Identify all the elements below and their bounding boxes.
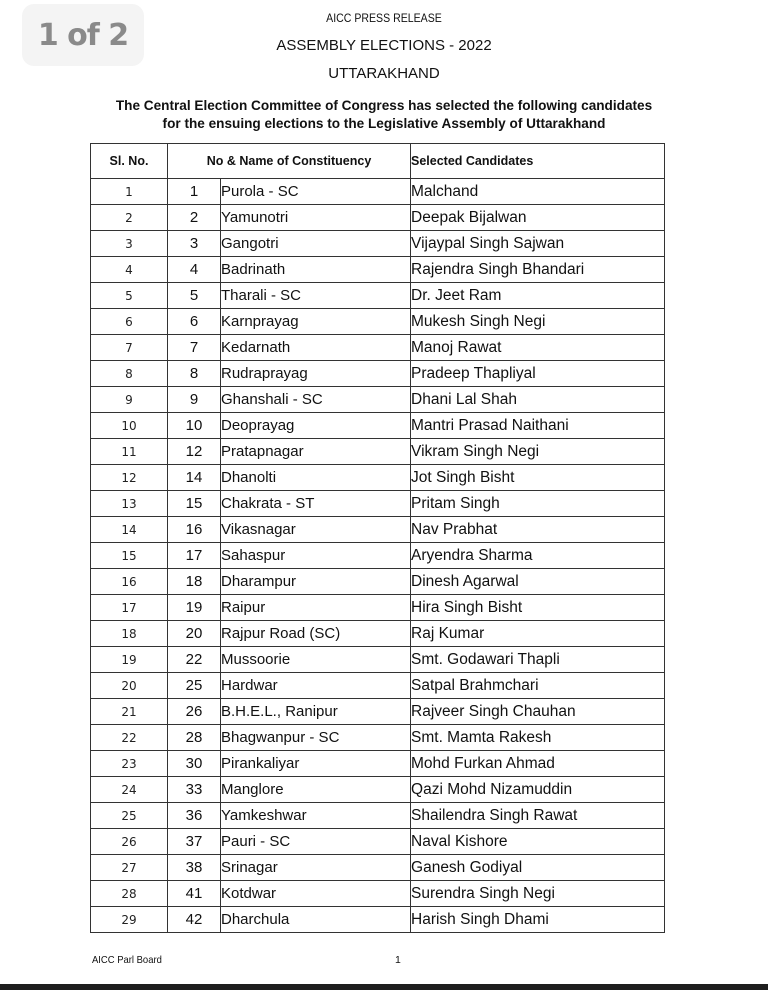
constituency-no-cell: 28 [168,725,221,751]
constituency-name-cell: Mussoorie [221,647,411,673]
sl-no-cell: 18 [91,621,168,647]
candidate-name-cell: Naval Kishore [411,829,665,855]
sl-no-cell: 24 [91,777,168,803]
constituency-no-cell: 7 [168,335,221,361]
constituency-name-cell: Yamkeshwar [221,803,411,829]
candidate-name-cell: Surendra Singh Negi [411,881,665,907]
constituency-name-cell: Dharampur [221,569,411,595]
sl-no-cell: 14 [91,517,168,543]
sl-no-cell: 6 [91,309,168,335]
constituency-name-cell: Sahaspur [221,543,411,569]
constituency-name-cell: B.H.E.L., Ranipur [221,699,411,725]
sl-no-cell: 8 [91,361,168,387]
constituency-name-cell: Ghanshali - SC [221,387,411,413]
constituency-no-cell: 22 [168,647,221,673]
constituency-no-cell: 5 [168,283,221,309]
candidate-name-cell: Rajveer Singh Chauhan [411,699,665,725]
sl-no-cell: 12 [91,465,168,491]
sl-no-cell: 16 [91,569,168,595]
table-row [91,673,665,699]
candidate-name-cell: Nav Prabhat [411,517,665,543]
sl-no-cell: 4 [91,257,168,283]
state-heading: UTTARAKHAND [328,65,440,82]
constituency-name-cell: Hardwar [221,673,411,699]
constituency-name-cell: Badrinath [221,257,411,283]
constituency-no-cell: 20 [168,621,221,647]
intro-line-1: The Central Election Committee of Congress has selected the following candidates [115,98,653,113]
candidate-name-cell: Jot Singh Bisht [411,465,665,491]
table-body [91,179,665,933]
candidate-name-cell: Shailendra Singh Rawat [411,803,665,829]
table-row [91,829,665,855]
constituency-no-cell: 37 [168,829,221,855]
constituency-no-cell: 41 [168,881,221,907]
candidate-name-cell: Malchand [411,179,665,205]
sl-no-cell: 5 [91,283,168,309]
sl-no-cell: 2 [91,205,168,231]
table-row [91,465,665,491]
candidate-name-cell: Hira Singh Bisht [411,595,665,621]
sl-no-cell: 22 [91,725,168,751]
header-constituency: No & Name of Constituency [168,144,411,179]
constituency-no-cell: 16 [168,517,221,543]
constituency-no-cell: 15 [168,491,221,517]
constituency-name-cell: Pirankaliyar [221,751,411,777]
constituency-no-cell: 3 [168,231,221,257]
candidate-name-cell: Dr. Jeet Ram [411,283,665,309]
candidate-name-cell: Vijaypal Singh Sajwan [411,231,665,257]
footer-board-label: AICC Parl Board [92,954,162,966]
sl-no-cell: 19 [91,647,168,673]
constituency-name-cell: Dharchula [221,907,411,933]
constituency-no-cell: 12 [168,439,221,465]
sl-no-cell: 3 [91,231,168,257]
constituency-name-cell: Vikasnagar [221,517,411,543]
table-row [91,387,665,413]
constituency-name-cell: Rajpur Road (SC) [221,621,411,647]
constituency-no-cell: 33 [168,777,221,803]
sl-no-cell: 15 [91,543,168,569]
viewer-bottom-bar [0,984,768,990]
intro-line-2: for the ensuing elections to the Legislative Assembly of Uttarakhand [162,116,606,131]
sl-no-cell: 26 [91,829,168,855]
sl-no-cell: 21 [91,699,168,725]
candidate-name-cell: Vikram Singh Negi [411,439,665,465]
candidate-name-cell: Mohd Furkan Ahmad [411,751,665,777]
table-row [91,205,665,231]
candidate-name-cell: Raj Kumar [411,621,665,647]
press-release-label: AICC PRESS RELEASE [326,11,442,25]
constituency-name-cell: Bhagwanpur - SC [221,725,411,751]
constituency-name-cell: Kedarnath [221,335,411,361]
table-row [91,309,665,335]
table-row [91,725,665,751]
table-row [91,543,665,569]
table-row [91,621,665,647]
constituency-name-cell: Srinagar [221,855,411,881]
sl-no-cell: 29 [91,907,168,933]
candidate-name-cell: Pritam Singh [411,491,665,517]
constituency-no-cell: 8 [168,361,221,387]
constituency-no-cell: 9 [168,387,221,413]
constituency-name-cell: Yamunotri [221,205,411,231]
constituency-name-cell: Chakrata - ST [221,491,411,517]
constituency-name-cell: Pratapnagar [221,439,411,465]
constituency-name-cell: Purola - SC [221,179,411,205]
candidate-name-cell: Ganesh Godiyal [411,855,665,881]
constituency-no-cell: 19 [168,595,221,621]
candidate-name-cell: Satpal Brahmchari [411,673,665,699]
candidates-table [90,143,665,933]
table-row [91,231,665,257]
constituency-name-cell: Karnprayag [221,309,411,335]
table-header-row [91,144,665,179]
constituency-no-cell: 25 [168,673,221,699]
table-row [91,751,665,777]
constituency-name-cell: Raipur [221,595,411,621]
candidate-name-cell: Manoj Rawat [411,335,665,361]
table-row [91,361,665,387]
table-row [91,413,665,439]
sl-no-cell: 23 [91,751,168,777]
candidate-name-cell: Smt. Mamta Rakesh [411,725,665,751]
constituency-name-cell: Deoprayag [221,413,411,439]
constituency-name-cell: Gangotri [221,231,411,257]
sl-no-cell: 17 [91,595,168,621]
sl-no-cell: 13 [91,491,168,517]
sl-no-cell: 28 [91,881,168,907]
table-row [91,517,665,543]
header-sl-no: Sl. No. [91,144,168,179]
intro-paragraph [0,97,768,133]
candidate-name-cell: Dhani Lal Shah [411,387,665,413]
sl-no-cell: 11 [91,439,168,465]
constituency-name-cell: Kotdwar [221,881,411,907]
constituency-no-cell: 10 [168,413,221,439]
table-row [91,647,665,673]
constituency-no-cell: 30 [168,751,221,777]
constituency-no-cell: 36 [168,803,221,829]
constituency-name-cell: Pauri - SC [221,829,411,855]
sl-no-cell: 10 [91,413,168,439]
table-row [91,907,665,933]
table-row [91,777,665,803]
table-row [91,257,665,283]
candidate-name-cell: Dinesh Agarwal [411,569,665,595]
candidate-name-cell: Pradeep Thapliyal [411,361,665,387]
table-row [91,283,665,309]
sl-no-cell: 25 [91,803,168,829]
table-row [91,855,665,881]
constituency-no-cell: 38 [168,855,221,881]
candidate-name-cell: Qazi Mohd Nizamuddin [411,777,665,803]
sl-no-cell: 27 [91,855,168,881]
constituency-name-cell: Manglore [221,777,411,803]
candidate-name-cell: Mukesh Singh Negi [411,309,665,335]
constituency-name-cell: Dhanolti [221,465,411,491]
table-row [91,569,665,595]
sl-no-cell: 9 [91,387,168,413]
constituency-name-cell: Rudraprayag [221,361,411,387]
constituency-no-cell: 1 [168,179,221,205]
table-row [91,491,665,517]
constituency-no-cell: 18 [168,569,221,595]
constituency-no-cell: 2 [168,205,221,231]
candidate-name-cell: Mantri Prasad Naithani [411,413,665,439]
constituency-no-cell: 6 [168,309,221,335]
table-row [91,699,665,725]
candidate-name-cell: Harish Singh Dhami [411,907,665,933]
sl-no-cell: 20 [91,673,168,699]
candidate-name-cell: Deepak Bijalwan [411,205,665,231]
table-row [91,439,665,465]
footer-page-number: 1 [395,954,401,966]
constituency-no-cell: 4 [168,257,221,283]
constituency-no-cell: 42 [168,907,221,933]
constituency-no-cell: 14 [168,465,221,491]
page-indicator-badge: 1 of 2 [22,4,144,66]
table-row [91,595,665,621]
candidate-name-cell: Smt. Godawari Thapli [411,647,665,673]
header-candidate: Selected Candidates [411,144,665,179]
table-row [91,179,665,205]
table-row [91,881,665,907]
table-row [91,335,665,361]
table-row [91,803,665,829]
constituency-no-cell: 26 [168,699,221,725]
constituency-name-cell: Tharali - SC [221,283,411,309]
candidate-name-cell: Aryendra Sharma [411,543,665,569]
sl-no-cell: 1 [91,179,168,205]
sl-no-cell: 7 [91,335,168,361]
candidate-name-cell: Rajendra Singh Bhandari [411,257,665,283]
document-title: ASSEMBLY ELECTIONS - 2022 [276,37,492,54]
constituency-no-cell: 17 [168,543,221,569]
